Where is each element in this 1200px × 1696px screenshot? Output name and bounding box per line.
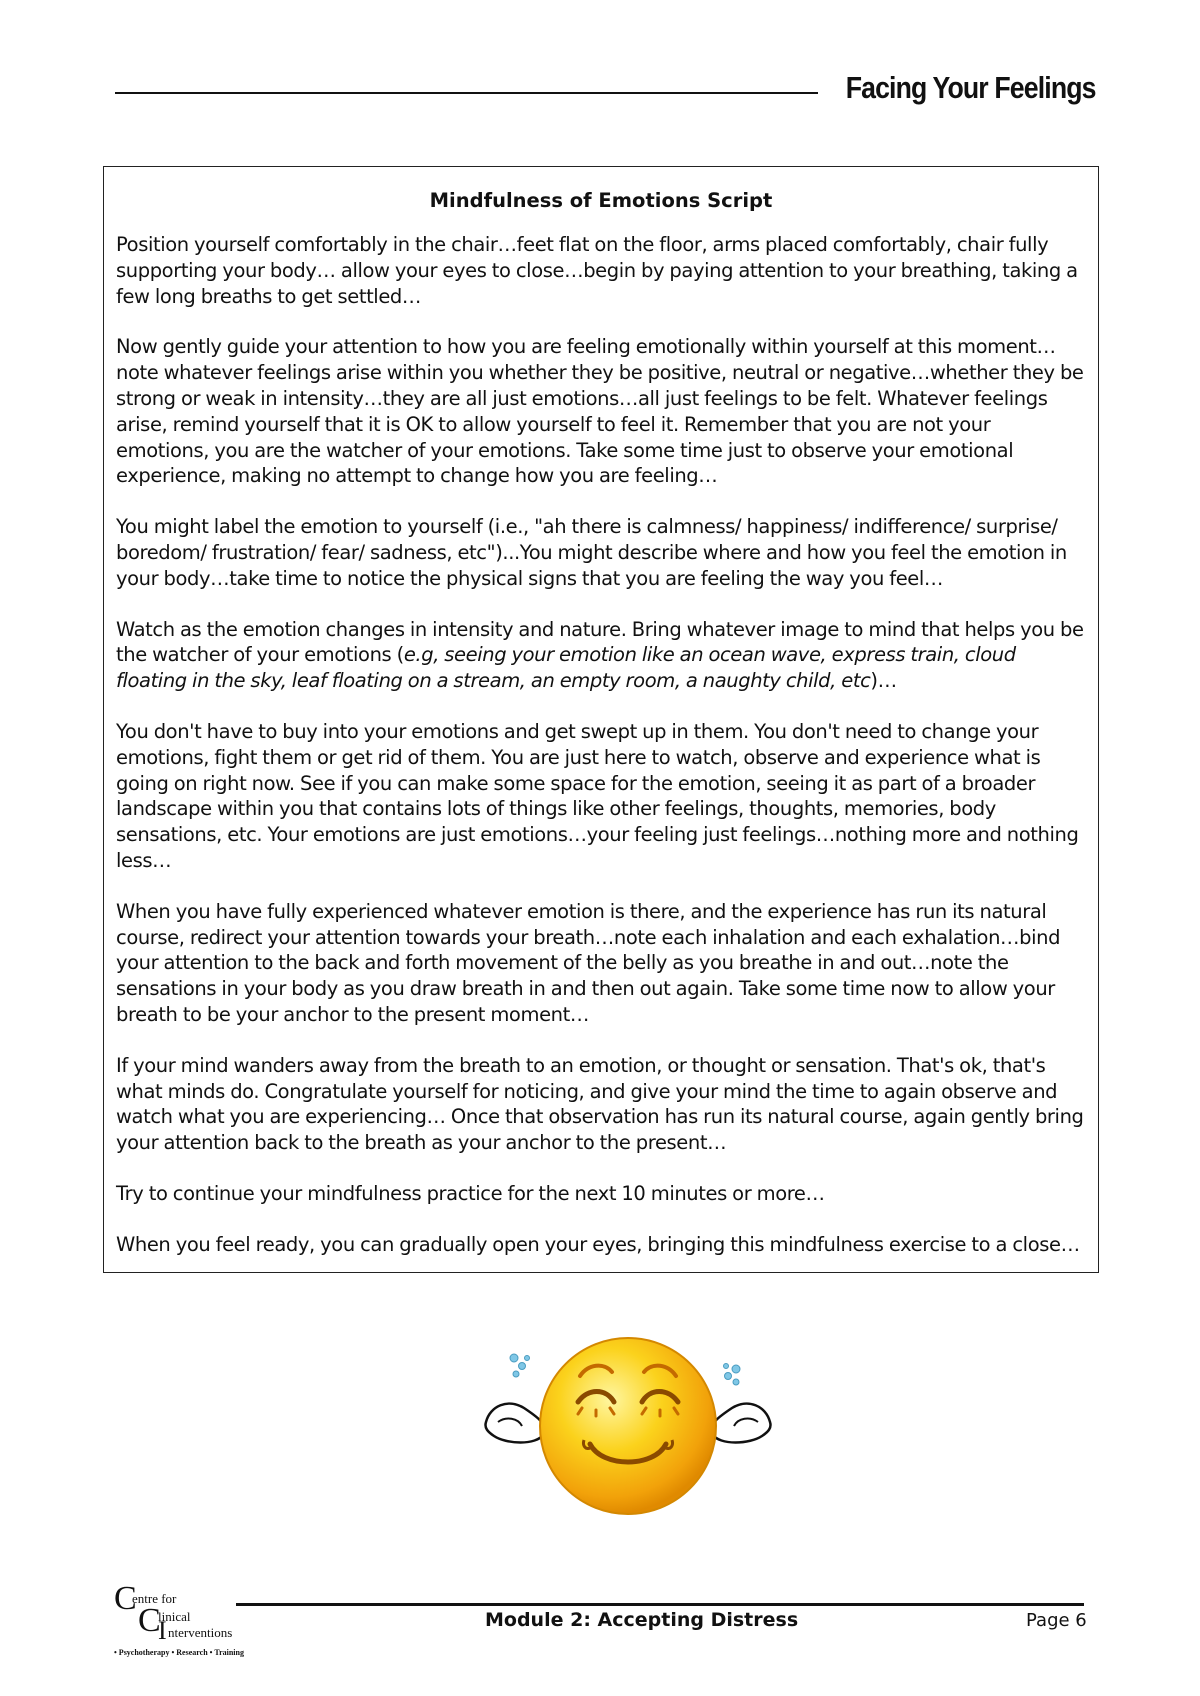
cci-logo bbox=[114, 1582, 274, 1662]
script-paragraph-5: You don't have to buy into your emotions and get swept up in them. You don't need to change your emotions, fight them or get rid of them. You are just here to watch, observe and experience what is going on right now. See if you can make some space for the emotion, seeing it as part of a broader landscape within you that contains lots of things like other feelings, thoughts, memories, body sensations, etc. Your emotions are just emotions…your feeling just feelings…nothing more and nothing less… bbox=[116, 719, 1079, 872]
script-paragraph-9: When you feel ready, you can gradually open your eyes, bringing this mindfulness exercise to a close… bbox=[116, 1232, 1080, 1256]
page-number: Page 6 bbox=[1026, 1610, 1087, 1631]
script-title: Mindfulness of Emotions Script bbox=[429, 189, 773, 212]
logo-line2-text: linical bbox=[158, 1609, 191, 1624]
script-paragraph-4 bbox=[116, 617, 1086, 694]
script-paragraph-6: When you have fully experienced whatever emotion is there, and the experience has run its natural course, redirect your attention towards your breath…note each inhalation and each exhalation…bind your attention to the back and forth movement of the belly as you breathe in and out…note the sensations in your body as you draw breath in and then out again. Take some time now to allow your breath to be your anchor to the present moment… bbox=[116, 899, 1061, 1026]
watch-paragraph-examples: e.g, seeing your emotion like an ocean wave, express train, cloud floating in the sky, leaf floating on a stream, an empty room, a naughty child, etc bbox=[116, 643, 1016, 693]
logo-initial-c1: C bbox=[114, 1580, 137, 1617]
watch-paragraph-lead: Watch as the emotion changes in intensity and nature. Bring whatever image to mind that helps you be the watcher of your emotions ( bbox=[116, 617, 1084, 667]
logo-line1-text: entre for bbox=[132, 1591, 177, 1606]
logo-initial-c2: C bbox=[138, 1602, 161, 1639]
logo-tagline: • Psychotherapy • Research • Training bbox=[114, 1648, 244, 1657]
script-paragraph-7: If your mind wanders away from the breath to an emotion, or thought or sensation. That's ok, that's what minds do. Congratulate yourself for noticing, and give your mind the time to again observe and watch what you are experiencing… Once that observation has run its natural course, again gently bring your attention back to the breath as your anchor to the present… bbox=[116, 1053, 1084, 1155]
logo-initial-i: I bbox=[158, 1616, 167, 1645]
script-paragraph-1: Position yourself comfortably in the chair…feet flat on the floor, arms placed comfortably, chair fully supporting your body… allow your eyes to close…begin by paying attention to your breathing, taking a few long breaths to get settled… bbox=[116, 233, 1078, 308]
logo-line3-text: nterventions bbox=[168, 1625, 233, 1640]
footer-module-title: Module 2: Accepting Distress bbox=[485, 1609, 799, 1631]
page-header-title: Facing Your Feelings bbox=[846, 70, 1096, 105]
watch-paragraph-tail: )… bbox=[870, 669, 897, 693]
script-paragraph-8: Try to continue your mindfulness practice for the next 10 minutes or more… bbox=[116, 1181, 825, 1205]
meditating-smiley-icon bbox=[478, 1336, 778, 1526]
script-paragraph-2: Now gently guide your attention to how you are feeling emotionally within yourself at this moment…note whatever feelings arise within you whether they be positive, neutral or negative…whether they be strong or weak in intensity…they are all just emotions…all just feelings to be felt. Whatever feelings arise, remind yourself that it is OK to allow yourself to feel it. Remember that you are not your emotions, you are the watcher of your emotions. Take some time just to observe your emotional experience, making no attempt to change how you are feeling… bbox=[116, 335, 1084, 488]
script-paragraph-3: You might label the emotion to yourself (i.e., "ah there is calmness/ happiness/ indifference/ surprise/ boredom/ frustration/ fear/ sadness, etc")...You might describe where and how you feel the emotion in your body…take time to notice the physical signs that you are feeling the way you feel… bbox=[116, 515, 1067, 590]
footer-rule bbox=[236, 1603, 1084, 1606]
script-box bbox=[103, 166, 1099, 1273]
header-rule bbox=[115, 92, 818, 94]
